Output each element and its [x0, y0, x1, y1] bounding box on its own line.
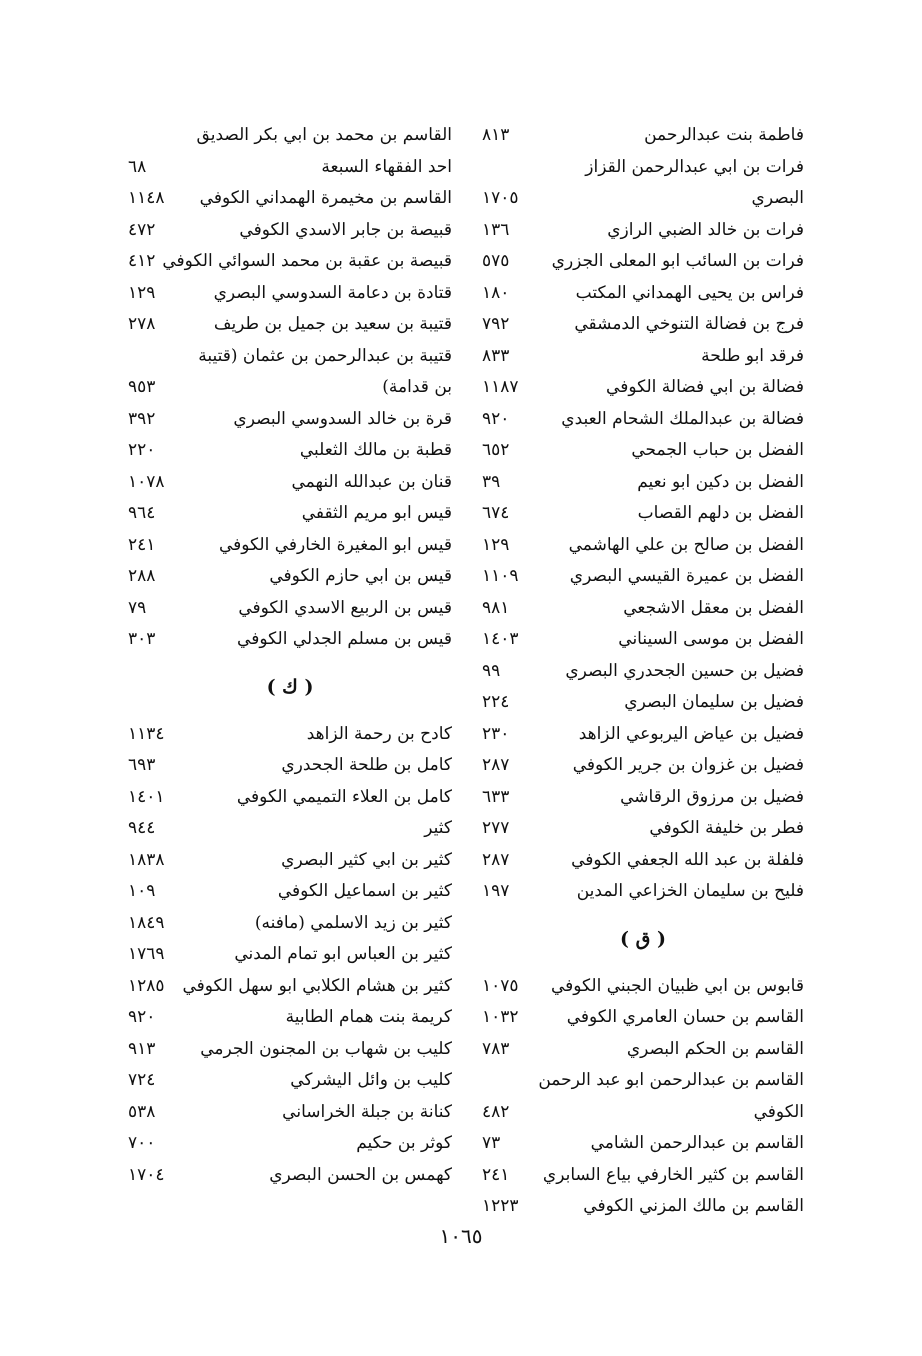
index-entry: [482, 1065, 804, 1097]
index-entry: [482, 845, 804, 877]
entry-number: ١٠٧٥: [482, 975, 519, 996]
entry-number: ٣٩: [482, 471, 501, 492]
index-entry: [482, 404, 804, 436]
index-entry: [482, 782, 804, 814]
entry-number: ٨٣٣: [482, 345, 510, 366]
entry-name: قتيبة بن سعيد بن جميل بن طريف: [213, 314, 452, 334]
right-entries-after: [482, 971, 804, 1223]
entry-number: ١٨٠: [482, 282, 510, 303]
index-entry: [482, 1002, 804, 1034]
entry-number: ٩٢٠: [482, 408, 510, 429]
entry-number: ٢٢٠: [128, 440, 156, 460]
index-entry: [128, 1034, 452, 1066]
entry-name: الكوفي: [753, 1101, 804, 1122]
entry-name: كامل بن طلحة الجحدري: [281, 755, 452, 775]
entry-number: ١٧٠٥: [482, 188, 519, 208]
entry-number: ٦٩٣: [128, 755, 156, 775]
entry-number: ٧٣: [482, 1133, 501, 1153]
index-entry: [482, 435, 804, 467]
entry-name: الفضل بن دكين ابو نعيم: [637, 471, 804, 492]
entry-name: فضيل بن سليمان البصري: [624, 692, 804, 712]
entry-number: ١٠٣٢: [482, 1007, 519, 1027]
left-column: [128, 120, 452, 1191]
entry-number: ٢٣٠: [482, 723, 510, 744]
entry-number: ١١٠٩: [482, 566, 519, 586]
index-entry: [128, 845, 452, 877]
index-entry: [128, 183, 452, 215]
entry-name: كوثر بن حكيم: [356, 1133, 452, 1153]
index-entry: [482, 530, 804, 562]
index-entry: [128, 939, 452, 971]
index-entry: [128, 372, 452, 404]
entry-name: قبيصة بن عقبة بن محمد السوائي الكوفي: [162, 251, 452, 271]
entry-number: ٨١٣: [482, 125, 510, 145]
entry-name: كادح بن رحمة الزاهد: [306, 723, 452, 744]
entry-name: قطبة بن مالك الثعلبي: [299, 440, 452, 460]
index-entry: [482, 183, 804, 215]
entry-number: ١٧٠٤: [128, 1164, 165, 1185]
entry-name: قيس بن مسلم الجدلي الكوفي: [237, 629, 452, 649]
entry-number: ١٢٢٣: [482, 1196, 519, 1216]
entry-name: كهمس بن الحسن البصري: [269, 1164, 452, 1185]
entry-name: فضيل بن عياض اليربوعي الزاهد: [578, 723, 804, 744]
entry-name: البصري: [751, 188, 804, 208]
entry-name: كثير بن العباس ابو تمام المدني: [234, 944, 452, 964]
entry-name: فليح بن سليمان الخزاعي المدين: [576, 881, 804, 901]
index-entry: [482, 1160, 804, 1192]
entry-number: ٩٨١: [482, 597, 510, 618]
entry-number: ٩٦٤: [128, 503, 156, 523]
entry-number: ١٢٨٥: [128, 975, 165, 996]
entry-number: ٤٨٢: [482, 1101, 510, 1122]
entry-number: ٧٠٠: [128, 1133, 156, 1153]
entry-name: كامل بن العلاء التميمي الكوفي: [236, 786, 452, 807]
index-entry: [128, 246, 452, 278]
entry-name: قيس بن الربيع الاسدي الكوفي: [238, 597, 452, 618]
entry-name: كليب بن وائل اليشركي: [290, 1070, 452, 1090]
entry-number: ١٨٣٨: [128, 849, 165, 870]
index-entry: [482, 278, 804, 310]
entry-number: ٢٧٧: [482, 818, 510, 838]
entry-number: ١٢٩: [128, 282, 156, 303]
entry-name: كثير بن زيد الاسلمي (مافنه): [254, 912, 452, 933]
index-entry: [128, 1128, 452, 1160]
entry-number: ٢٨٧: [482, 755, 510, 775]
section-heading-qaf: ( ق ): [620, 927, 666, 950]
entry-number: ١٤٠٣: [482, 629, 519, 649]
entry-name: القاسم بن عبدالرحمن ابو عبد الرحمن: [538, 1070, 804, 1090]
index-entry: [482, 876, 804, 908]
index-entry: [128, 309, 452, 341]
index-entry: [482, 467, 804, 499]
entry-name: كثير بن ابي كثير البصري: [281, 849, 452, 870]
index-entry: [128, 624, 452, 656]
left-entries: [128, 120, 452, 656]
entry-number: ١٩٧: [482, 881, 510, 901]
entry-name: الفضل بن حباب الجمحي: [631, 440, 804, 460]
index-entry: [128, 813, 452, 845]
entry-number: ٢٨٨: [128, 566, 156, 586]
entry-number: ١٣٦: [482, 219, 510, 240]
index-entry: [128, 152, 452, 184]
index-entry: [128, 530, 452, 562]
index-entry: [482, 1034, 804, 1066]
entry-number: ١١٣٤: [128, 723, 165, 744]
entry-name: الفضل بن صالح بن علي الهاشمي: [568, 534, 804, 555]
index-entry: [128, 215, 452, 247]
entry-number: ٦٨: [128, 156, 147, 177]
left-entries-after: [128, 719, 452, 1192]
entry-number: ٩٥٣: [128, 377, 156, 397]
entry-name: بن قدامة): [382, 377, 452, 397]
index-entry: [128, 782, 452, 814]
index-entry: [128, 467, 452, 499]
entry-name: كثير بن هشام الكلابي ابو سهل الكوفي: [182, 975, 452, 996]
index-entry: [128, 750, 452, 782]
index-entry: [482, 561, 804, 593]
entry-name: قابوس بن ابي ظبيان الجبني الكوفي: [550, 975, 804, 996]
entry-number: ٩٤٤: [128, 818, 156, 838]
entry-name: قنان بن عبدالله النهمي: [291, 471, 452, 492]
index-entry: [128, 971, 452, 1003]
entry-number: ٧٨٣: [482, 1038, 510, 1059]
index-entry: [482, 1097, 804, 1129]
entry-number: ٦٥٢: [482, 440, 510, 460]
entry-number: ٢٤١: [128, 534, 156, 555]
right-column: [482, 120, 804, 1223]
entry-name: احد الفقهاء السبعة: [321, 156, 452, 177]
index-entry: [128, 719, 452, 751]
index-entry: [482, 750, 804, 782]
entry-name: فضيل بن حسين الجحدري البصري: [565, 660, 804, 681]
entry-number: ٢٢٤: [482, 692, 510, 712]
index-entry: [128, 1160, 452, 1192]
index-entry: [482, 687, 804, 719]
entry-name: القاسم بن الحكم البصري: [626, 1038, 804, 1059]
entry-number: ٧٩: [128, 597, 147, 618]
entry-number: ١١٤٨: [128, 188, 165, 208]
entry-name: القاسم بن مخيمرة الهمداني الكوفي: [199, 188, 452, 208]
entry-name: قيس بن ابي حازم الكوفي: [269, 566, 452, 586]
index-entry: [482, 813, 804, 845]
entry-number: ١٤٠١: [128, 786, 165, 807]
index-entry: [128, 561, 452, 593]
entry-number: ١٠٩: [128, 881, 156, 901]
index-entry: [482, 152, 804, 184]
entry-name: فضالة بن عبدالملك الشحام العبدي: [561, 408, 804, 429]
index-entry: [482, 120, 804, 152]
entry-number: ١٢٩: [482, 534, 510, 555]
entry-name: فرج بن فضالة التنوخي الدمشقي: [574, 314, 804, 334]
entry-number: ١٧٦٩: [128, 944, 165, 964]
entry-number: ٧٢٤: [128, 1070, 156, 1090]
entry-number: ٥٧٥: [482, 251, 510, 271]
index-entry: [482, 656, 804, 688]
entry-name: فطر بن خليفة الكوفي: [649, 818, 804, 838]
entry-name: فرات بن خالد الضبي الرازي: [607, 219, 804, 240]
entry-number: ٦٧٤: [482, 503, 510, 523]
entry-name: فراس بن يحيى الهمداني المكتب: [575, 282, 804, 303]
entry-name: فلفلة بن عبد الله الجعفي الكوفي: [571, 849, 804, 870]
index-entry: [128, 278, 452, 310]
entry-name: قيس ابو مريم الثقفي: [301, 503, 452, 523]
index-entry: [482, 624, 804, 656]
index-entry: [128, 908, 452, 940]
entry-name: الفضل بن عميرة القيسي البصري: [569, 566, 804, 586]
index-entry: [128, 1097, 452, 1129]
index-entry: [482, 372, 804, 404]
index-entry: [482, 1128, 804, 1160]
index-entry: [482, 1191, 804, 1223]
index-entry: [482, 719, 804, 751]
entry-number: ٥٣٨: [128, 1101, 156, 1122]
index-entry: [128, 120, 452, 152]
index-entry: [482, 971, 804, 1003]
entry-name: القاسم بن كثير الخارفي بياع السابري: [542, 1164, 804, 1185]
index-entry: [482, 593, 804, 625]
entry-name: كثير: [424, 818, 452, 838]
index-entry: [128, 341, 452, 373]
entry-name: كثير بن اسماعيل الكوفي: [277, 881, 452, 901]
entry-number: ٧٩٢: [482, 314, 510, 334]
entry-name: فضيل بن غزوان بن جرير الكوفي: [572, 755, 804, 775]
entry-name: كنانة بن جبلة الخراساني: [282, 1101, 452, 1122]
entry-name: قرة بن خالد السدوسي البصري: [233, 408, 452, 429]
index-entry: [128, 435, 452, 467]
entry-name: قتيبة بن عبدالرحمن بن عثمان (قتيبة: [198, 345, 452, 366]
entry-name: فضيل بن مرزوق الرقاشي: [620, 786, 804, 807]
entry-number: ٩٩: [482, 660, 501, 681]
entry-name: الفضل بن دلهم القصاب: [637, 503, 804, 523]
entry-name: الفضل بن معقل الاشجعي: [623, 597, 804, 618]
entry-number: ١٠٧٨: [128, 471, 165, 492]
entry-number: ٩٢٠: [128, 1007, 156, 1027]
index-entry: [482, 246, 804, 278]
entry-name: فرقد ابو طلحة: [701, 345, 804, 366]
entry-number: ١٨٤٩: [128, 912, 165, 933]
entry-number: ٣٠٣: [128, 629, 156, 649]
entry-number: ٤٧٢: [128, 219, 156, 240]
entry-name: قبيصة بن جابر الاسدي الكوفي: [239, 219, 452, 240]
index-entry: [128, 593, 452, 625]
entry-name: قيس ابو المغيرة الخارفي الكوفي: [218, 534, 452, 555]
entry-number: ٣٩٢: [128, 408, 156, 429]
entry-name: كليب بن شهاب بن المجنون الجرمي: [200, 1038, 452, 1059]
entry-name: قتادة بن دعامة السدوسي البصري: [213, 282, 452, 303]
index-entry: [128, 876, 452, 908]
entry-name: فاطمة بنت عبدالرحمن: [644, 125, 804, 145]
entry-name: فرات بن السائب ابو المعلى الجزري: [551, 251, 804, 271]
index-entry: [128, 498, 452, 530]
index-entry: [128, 404, 452, 436]
entry-name: القاسم بن حسان العامري الكوفي: [566, 1007, 804, 1027]
entry-name: كريمة بنت همام الطابية: [285, 1007, 452, 1027]
entry-name: القاسم بن مالك المزني الكوفي: [583, 1196, 804, 1216]
entry-name: القاسم بن عبدالرحمن الشامي: [590, 1133, 804, 1153]
index-entry: [128, 1002, 452, 1034]
entry-name: فضالة بن ابي فضالة الكوفي: [606, 377, 804, 397]
entry-number: ١١٨٧: [482, 377, 519, 397]
entry-number: ٤١٢: [128, 251, 156, 271]
index-entry: [482, 498, 804, 530]
page-number: ١٠٦٥: [439, 1224, 483, 1248]
section-heading-kaf: ( ك ): [266, 675, 314, 698]
index-entry: [128, 1065, 452, 1097]
entry-name: فرات بن ابي عبدالرحمن القزاز: [585, 156, 804, 177]
entry-name: الفضل بن موسى السيناني: [618, 629, 804, 649]
index-entry: [482, 309, 804, 341]
entry-number: ٢٤١: [482, 1164, 510, 1185]
entry-number: ٩١٣: [128, 1038, 156, 1059]
entry-number: ٢٨٧: [482, 849, 510, 870]
index-entry: [482, 215, 804, 247]
entry-number: ٢٧٨: [128, 314, 156, 334]
entry-name: القاسم بن محمد بن ابي بكر الصديق: [196, 125, 452, 145]
right-entries: [482, 120, 804, 908]
entry-number: ٦٣٣: [482, 786, 510, 807]
index-entry: [482, 341, 804, 373]
